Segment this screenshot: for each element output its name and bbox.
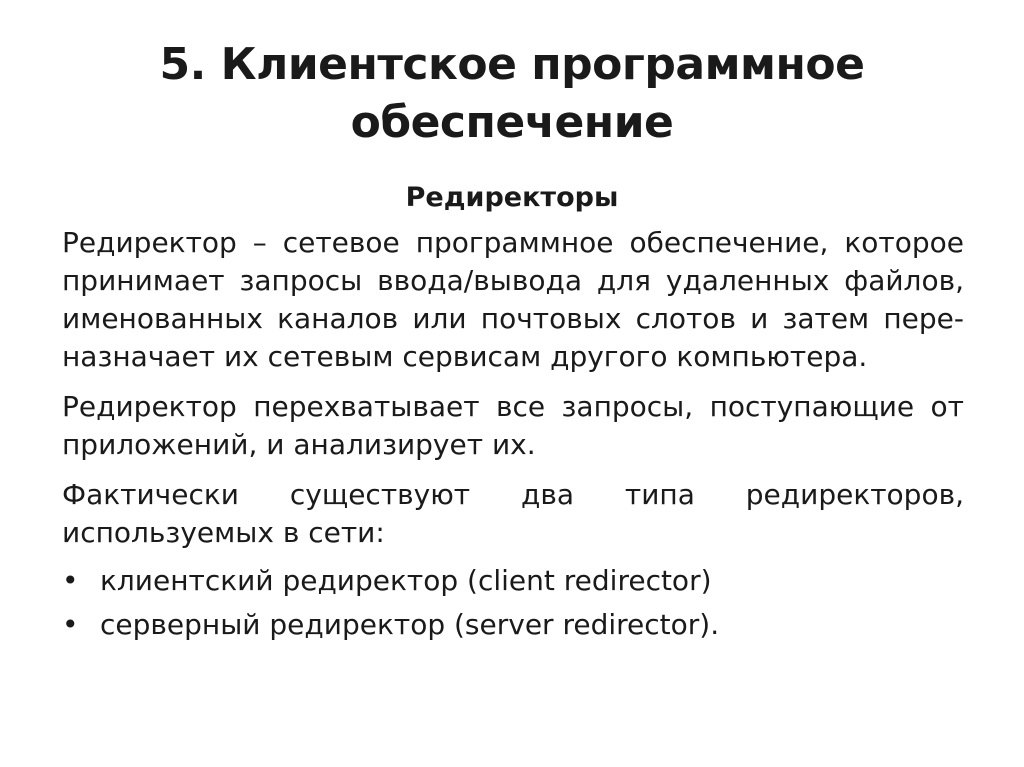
slide-body — [62, 224, 964, 644]
bullet-icon: • — [62, 564, 79, 597]
paragraph-definition: Редиректор – сетевое программное обеспечение, которое принимает запросы ввода/вывода для удаленных файлов, именованных каналов или почтовых слотов и затем пере-назначает их сетевым сервисам другого компьютера. — [62, 226, 964, 373]
title-line-1: 5. Клиентское программное — [159, 39, 865, 90]
list-item-text: серверный редиректор (server redirector). — [100, 608, 720, 641]
bullet-icon: • — [62, 608, 79, 641]
slide-title — [90, 36, 934, 152]
paragraph-interception: Редиректор перехватывает все запросы, поступающие от приложений, и анализирует их. — [62, 390, 964, 461]
list-item — [62, 606, 964, 644]
list-item-text: клиентский редиректор (client redirector) — [100, 564, 712, 597]
redirector-types-list — [62, 562, 964, 644]
list-item — [62, 562, 964, 600]
section-heading: Редиректоры — [405, 182, 619, 213]
paragraph-types-intro: Фактически существуют два типа редиректоров, используемых в сети: — [62, 478, 964, 549]
title-line-2: обеспечение — [350, 97, 674, 148]
